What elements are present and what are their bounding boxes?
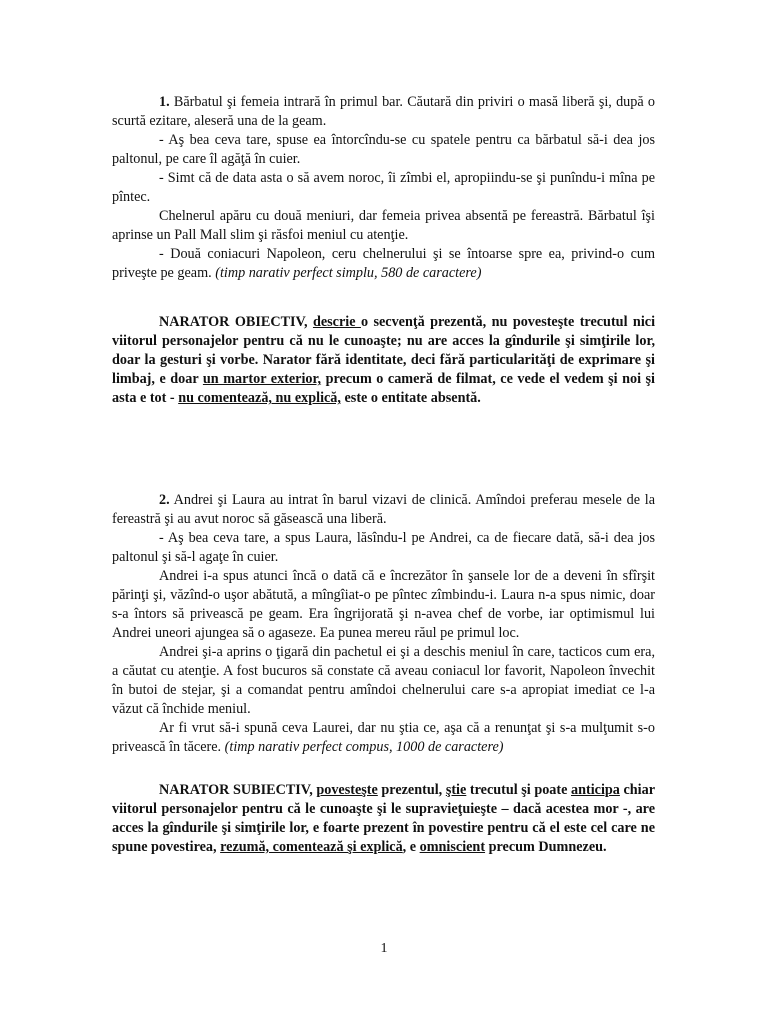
paragraph bbox=[112, 93, 655, 131]
narrator-objective-definition bbox=[112, 313, 655, 408]
text: precum o cameră de filmat, ce vede el vedem şi noi şi asta e tot - bbox=[112, 371, 656, 406]
dialogue-line: - Simt că de data asta o să avem noroc, îi zîmbi el, apropiindu-se şi punîndu-i mîna pe pîntec. bbox=[112, 170, 655, 205]
term: NARATOR SUBIECTIV, bbox=[159, 782, 317, 798]
text: precum Dumnezeu. bbox=[485, 839, 607, 855]
underlined-text: povesteşte bbox=[316, 782, 378, 798]
text: chiar viitorul personajelor pentru că le cunoaşte şi le supravieţuieşte – dacă acestea mor -, are acces la gîndurile şi simţirile lor, e foarte prezent în povestire pentru că el este cel care ne spune povestirea, bbox=[112, 782, 655, 855]
paragraph: Chelnerul apăru cu două meniuri, dar femeia privea absentă pe fereastră. Bărbatul îşi aprinse un Pall Mall slim şi răsfoi meniul cu atenţie. bbox=[112, 208, 655, 243]
narrative-time-note: (timp narativ perfect compus, 1000 de caractere) bbox=[224, 739, 504, 755]
underlined-text: rezumă, comentează şi explică bbox=[220, 839, 403, 855]
paragraph bbox=[112, 491, 655, 529]
text: prezentul, bbox=[377, 782, 446, 798]
paragraph: Andrei şi-a aprins o ţigară din pachetul ei şi a deschis meniul în care, tacticos cum era, a căutat cu atenţie. A fost bucuros să constate că aveau coniacul lor favorit, Napoleon învechit în butoi de stejar, şi a comandat pentru amîndoi chelnerului care s-a apropiat imediat ce l-a văzut că închide meniul. bbox=[112, 644, 655, 717]
narrative-time-note: (timp narativ perfect simplu, 580 de caractere) bbox=[215, 265, 482, 281]
text: este o entitate absentă. bbox=[340, 390, 481, 406]
dialogue-line: - Aş bea ceva tare, a spus Laura, lăsîndu-l pe Andrei, ca de fiecare dată, să-i dea jos paltonul şi să-l agaţe în cuier. bbox=[112, 530, 655, 565]
page-number: 1 bbox=[380, 941, 388, 956]
text: Ar fi vrut să-i spună ceva Laurei, dar nu ştia ce, aşa că a renunţat şi s-a mulţumit s-o privească în tăcere. bbox=[112, 720, 655, 755]
text: o secvenţă prezentă, nu povesteşte trecutul nici viitorul personajelor pentru că nu le cunoaşte; nu are acces la gîndurile şi simţirile lor, doar la gesturi şi vorbe. Narator fără identitate, deci fără particularităţi de exprimare şi limbaj, e doar bbox=[112, 314, 656, 387]
text: trecutul şi poate bbox=[466, 782, 572, 798]
paragraph: Andrei i-a spus atunci încă o dată că e încrezător în şansele lor de a deveni în sfîrşit părinţi şi, văzînd-o uşor abătută, a mîngîiat-o pe pîntec zîmbindu-i. Laura n-a spus nimic, doar s-a întors să privească pe geam. Era îngrijorată şi n-avea chef de vorbe, iar optimismul lui Andrei uneori ajungea să o agaseze. Ea punea mereu răul pe primul loc. bbox=[112, 568, 655, 641]
underlined-text: anticipa bbox=[571, 782, 620, 798]
dialogue-line bbox=[112, 245, 655, 283]
underlined-text: descrie bbox=[312, 314, 361, 330]
section-number: 2. bbox=[159, 492, 170, 508]
text: Bărbatul şi femeia intrară în primul bar. Căutară din priviri o masă liberă şi, după o scurtă ezitare, aleseră una de la geam. bbox=[112, 94, 655, 129]
section-number: 1. bbox=[159, 94, 170, 110]
text: Andrei şi Laura au intrat în barul vizavi de clinică. Amîndoi preferau mesele de la fereastră şi au avut noroc să găsească una liberă. bbox=[112, 492, 655, 527]
section-1 bbox=[112, 93, 655, 283]
underlined-text: nu comentează, nu explică, bbox=[178, 390, 341, 406]
text: - Două coniacuri Napoleon, ceru chelnerului şi se întoarse spre ea, privind-o cum priveşte pe geam. bbox=[112, 246, 655, 281]
underlined-text: ştie bbox=[445, 782, 467, 798]
narrator-subjective-definition bbox=[112, 781, 655, 857]
dialogue-line: - Aş bea ceva tare, spuse ea întorcîndu-se cu spatele pentru ca bărbatul să-i dea jos paltonul, pe care îl agăţă în cuier. bbox=[112, 132, 655, 167]
underlined-text: un martor exterior, bbox=[202, 371, 322, 387]
term: NARATOR OBIECTIV, bbox=[159, 314, 313, 330]
paragraph bbox=[112, 719, 655, 757]
text: , e bbox=[402, 839, 420, 855]
underlined-text: omniscient bbox=[419, 839, 486, 855]
document-body bbox=[112, 93, 655, 857]
section-2 bbox=[112, 491, 655, 757]
